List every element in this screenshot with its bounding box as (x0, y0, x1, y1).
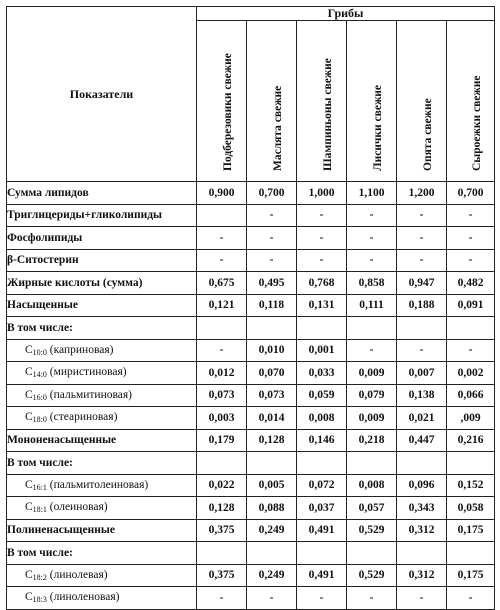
table-row (7, 497, 495, 520)
row-label: $C_{14:0}$ (миристиновая) (7, 362, 197, 385)
value-cell (197, 452, 247, 475)
value-cell: 0,131 (297, 294, 347, 317)
table-row (7, 542, 495, 565)
value-cell: - (347, 227, 397, 250)
value-cell: - (197, 249, 247, 272)
column-header: Опята свежие (397, 21, 447, 182)
value-cell: 0,009 (347, 407, 397, 430)
value-cell: - (347, 204, 397, 227)
value-cell: 0,088 (247, 497, 297, 520)
row-label: В том числе: (7, 452, 197, 475)
value-cell: - (447, 204, 495, 227)
param-header: Показатели (7, 7, 197, 182)
row-label: Полиненасыщенные (7, 519, 197, 542)
value-cell: 0,073 (197, 384, 247, 407)
value-cell (347, 452, 397, 475)
value-cell: 0,858 (347, 272, 397, 295)
value-cell (397, 452, 447, 475)
table-row (7, 407, 495, 430)
value-cell: - (347, 339, 397, 362)
value-cell (297, 542, 347, 565)
table-row (7, 204, 495, 227)
table-row (7, 339, 495, 362)
value-cell: 0,138 (397, 384, 447, 407)
value-cell: - (297, 587, 347, 610)
row-label: Сумма липидов (7, 182, 197, 205)
value-cell: 1,200 (397, 182, 447, 205)
value-cell: 0,312 (397, 519, 447, 542)
value-cell: 0,175 (447, 519, 495, 542)
row-label: $C_{18:2}$ (линолевая) (7, 564, 197, 587)
row-label: $C_{10:0}$ (каприновая) (7, 339, 197, 362)
row-label: В том числе: (7, 317, 197, 340)
row-label: $C_{18:0}$ (стеариновая) (7, 407, 197, 430)
value-cell: 1,100 (347, 182, 397, 205)
value-cell (297, 317, 347, 340)
lipid-table (6, 6, 495, 610)
value-cell: 0,096 (397, 474, 447, 497)
value-cell: ,009 (447, 407, 495, 430)
value-cell: 0,003 (197, 407, 247, 430)
value-cell: - (447, 249, 495, 272)
value-cell: - (397, 587, 447, 610)
value-cell: 0,128 (197, 497, 247, 520)
value-cell (197, 542, 247, 565)
value-cell (447, 452, 495, 475)
value-cell: - (247, 249, 297, 272)
value-cell: 0,073 (247, 384, 297, 407)
value-cell: 0,700 (247, 182, 297, 205)
value-cell (397, 542, 447, 565)
value-cell (247, 452, 297, 475)
value-cell: 0,001 (297, 339, 347, 362)
value-cell (397, 317, 447, 340)
value-cell: - (397, 204, 447, 227)
value-cell: - (197, 587, 247, 610)
value-cell: 0,179 (197, 429, 247, 452)
value-cell: 0,700 (447, 182, 495, 205)
table-row (7, 249, 495, 272)
value-cell: 0,079 (347, 384, 397, 407)
value-cell: 0,012 (197, 362, 247, 385)
value-cell: 0,014 (247, 407, 297, 430)
value-cell: 0,111 (347, 294, 397, 317)
value-cell (297, 452, 347, 475)
value-cell: 0,128 (247, 429, 297, 452)
value-cell: 0,375 (197, 519, 247, 542)
value-cell: 0,066 (447, 384, 495, 407)
value-cell: 0,059 (297, 384, 347, 407)
value-cell: 0,482 (447, 272, 495, 295)
value-cell: 0,491 (297, 519, 347, 542)
value-cell: 0,529 (347, 519, 397, 542)
table-row (7, 587, 495, 610)
value-cell: - (297, 227, 347, 250)
row-label: Фосфолипиды (7, 227, 197, 250)
value-cell: 0,216 (447, 429, 495, 452)
column-header: Шампиньоны свежие (297, 21, 347, 182)
row-label: Насыщенные (7, 294, 197, 317)
value-cell: - (297, 249, 347, 272)
value-cell: 0,675 (197, 272, 247, 295)
value-cell: 0,218 (347, 429, 397, 452)
value-cell: 0,007 (397, 362, 447, 385)
value-cell: 0,021 (397, 407, 447, 430)
row-label: $C_{16:0}$ (пальмитиновая) (7, 384, 197, 407)
value-cell: 0,447 (397, 429, 447, 452)
value-cell: - (447, 339, 495, 362)
value-cell: 0,491 (297, 564, 347, 587)
value-cell: - (447, 227, 495, 250)
value-cell: - (397, 339, 447, 362)
value-cell: 0,121 (197, 294, 247, 317)
value-cell: 0,118 (247, 294, 297, 317)
row-label: В том числе: (7, 542, 197, 565)
value-cell: 0,152 (447, 474, 495, 497)
value-cell: - (447, 587, 495, 610)
table-row (7, 452, 495, 475)
value-cell: 0,022 (197, 474, 247, 497)
value-cell (447, 317, 495, 340)
value-cell: - (397, 249, 447, 272)
value-cell: 0,249 (247, 519, 297, 542)
value-cell: - (397, 227, 447, 250)
row-label: Триглицериды+гликолипиды (7, 204, 197, 227)
column-header: Сыроежки свежие (447, 21, 495, 182)
table-row (7, 429, 495, 452)
table-row (7, 227, 495, 250)
value-cell: 0,058 (447, 497, 495, 520)
value-cell: 1,000 (297, 182, 347, 205)
value-cell: 0,008 (297, 407, 347, 430)
row-label: Мононенасыщенные (7, 429, 197, 452)
value-cell: - (197, 339, 247, 362)
value-cell: 0,146 (297, 429, 347, 452)
value-cell: 0,375 (197, 564, 247, 587)
value-cell (447, 542, 495, 565)
value-cell: 0,072 (297, 474, 347, 497)
value-cell: 0,175 (447, 564, 495, 587)
value-cell: 0,008 (347, 474, 397, 497)
value-cell (197, 204, 247, 227)
value-cell: - (347, 249, 397, 272)
value-cell: 0,033 (297, 362, 347, 385)
value-cell (347, 317, 397, 340)
table-row (7, 317, 495, 340)
table-row (7, 519, 495, 542)
value-cell: 0,312 (397, 564, 447, 587)
row-label: $C_{18:1}$ (олеиновая) (7, 497, 197, 520)
value-cell: 0,005 (247, 474, 297, 497)
table-row (7, 384, 495, 407)
column-header: Лисички свежие (347, 21, 397, 182)
table-row (7, 362, 495, 385)
table-row (7, 294, 495, 317)
value-cell: - (247, 227, 297, 250)
table-row (7, 272, 495, 295)
value-cell: - (197, 227, 247, 250)
value-cell: 0,188 (397, 294, 447, 317)
row-label: β-Ситостерин (7, 249, 197, 272)
value-cell (197, 317, 247, 340)
value-cell: - (247, 587, 297, 610)
value-cell: 0,070 (247, 362, 297, 385)
value-cell: 0,249 (247, 564, 297, 587)
value-cell: 0,768 (297, 272, 347, 295)
value-cell: 0,091 (447, 294, 495, 317)
value-cell (247, 317, 297, 340)
value-cell: 0,947 (397, 272, 447, 295)
value-cell: 0,002 (447, 362, 495, 385)
value-cell: - (247, 204, 297, 227)
value-cell (347, 542, 397, 565)
row-label: $C_{16:1}$ (пальмитолеиновая) (7, 474, 197, 497)
table-row (7, 474, 495, 497)
row-label: $C_{18:3}$ (линоленовая) (7, 587, 197, 610)
value-cell: 0,057 (347, 497, 397, 520)
table-row (7, 182, 495, 205)
value-cell: 0,343 (397, 497, 447, 520)
value-cell: - (347, 587, 397, 610)
value-cell: 0,529 (347, 564, 397, 587)
value-cell: 0,495 (247, 272, 297, 295)
value-cell: 0,037 (297, 497, 347, 520)
table-row (7, 564, 495, 587)
value-cell: 0,009 (347, 362, 397, 385)
group-header: Грибы (197, 7, 495, 21)
value-cell: 0,010 (247, 339, 297, 362)
row-label: Жирные кислоты (сумма) (7, 272, 197, 295)
column-header: Маслята свежие (247, 21, 297, 182)
value-cell: 0,900 (197, 182, 247, 205)
value-cell: - (297, 204, 347, 227)
column-header: Подберезовики свежие (197, 21, 247, 182)
value-cell (247, 542, 297, 565)
